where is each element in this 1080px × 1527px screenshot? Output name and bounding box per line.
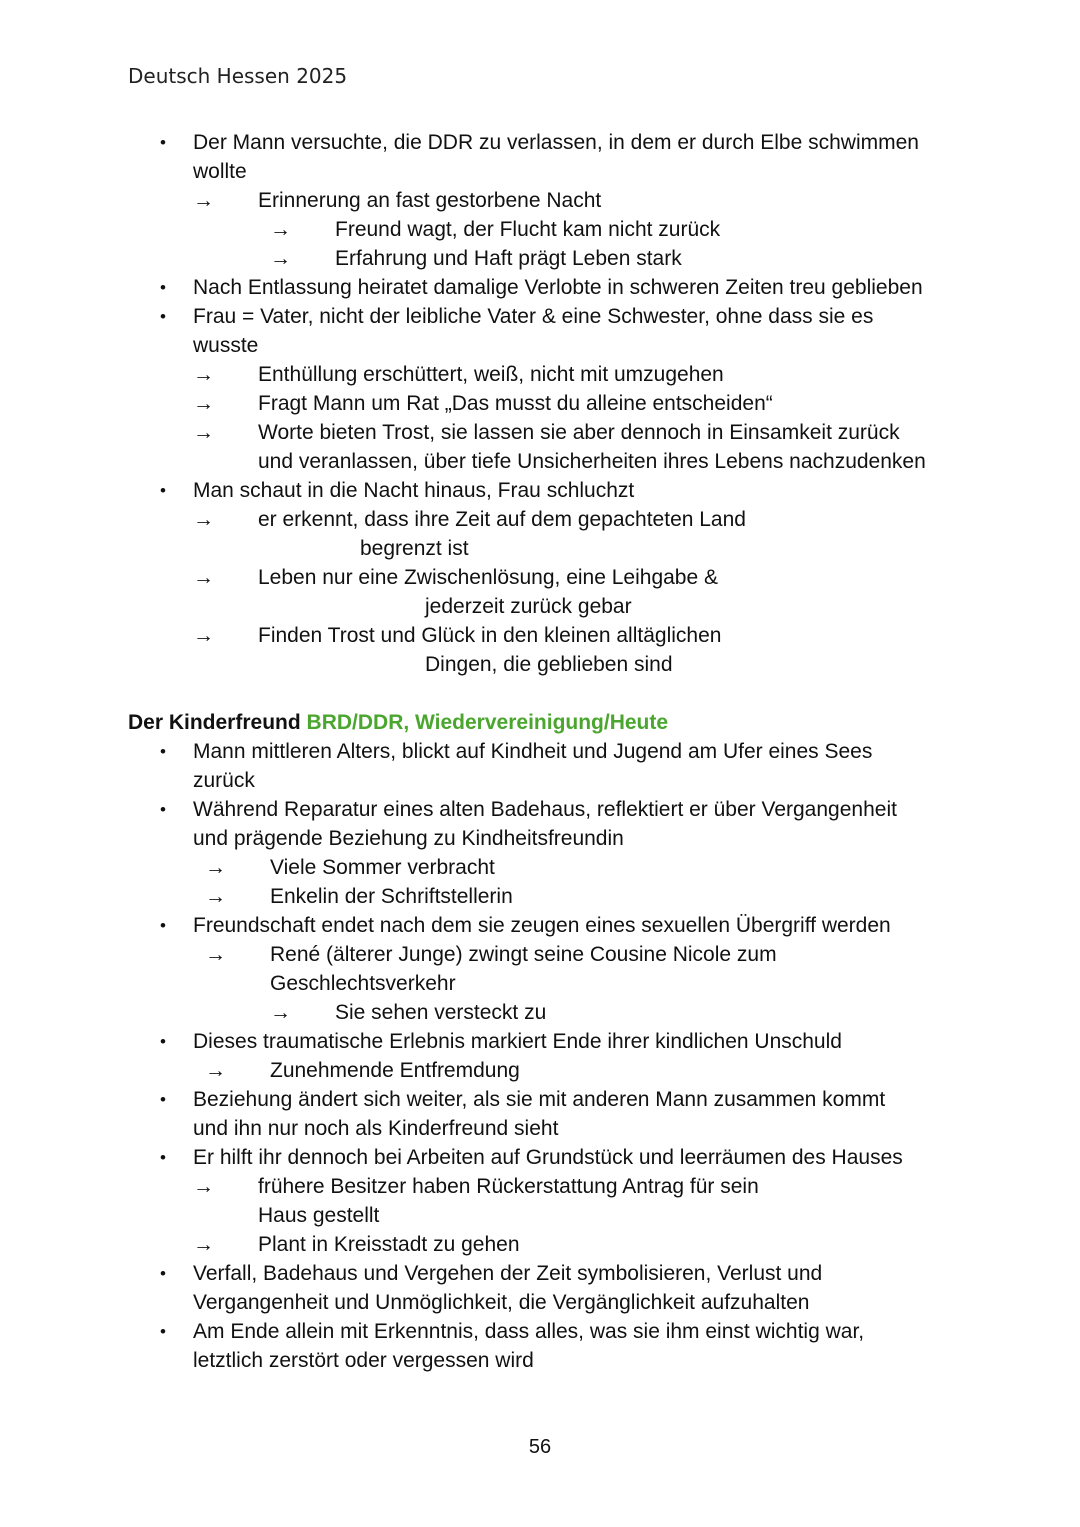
bullet: • [160,278,166,297]
arrow-item: → Fragt Mann um Rat „Das musst du alleine entscheiden“ [0,389,1080,418]
arrow-icon: → [205,885,226,908]
list-item: • Verfall, Badehaus und Vergehen der Zeit symbolisieren, Verlust und [0,1259,1080,1288]
page-number: 56 [528,1436,552,1458]
arrow-icon: → [193,189,214,212]
bullet: • [160,916,166,935]
bullet: • [160,1264,166,1283]
list-item: • Beziehung ändert sich weiter, als sie mit anderen Mann zusammen kommt [0,1085,1080,1114]
arrow-item: → Worte bieten Trost, sie lassen sie aber dennoch in Einsamkeit zurück [0,418,1080,447]
arrow-item: → Finden Trost und Glück in den kleinen alltäglichen [0,621,1080,650]
document-header: Deutsch Hessen 2025 [128,64,348,88]
arrow-item-continuation: Haus gestellt [258,1204,380,1227]
arrow-item: → Leben nur eine Zwischenlösung, eine Leihgabe & [0,563,1080,592]
arrow-icon: → [270,218,291,241]
list-item: • Frau = Vater, nicht der leibliche Vater & eine Schwester, ohne dass sie es [0,302,1080,331]
arrow-icon: → [193,363,214,386]
arrow-item-continuation: begrenzt ist [360,537,469,560]
list-item: • Dieses traumatische Erlebnis markiert Ende ihrer kindlichen Unschuld [0,1027,1080,1056]
arrow-icon: → [193,624,214,647]
arrow-item-continuation: Geschlechtsverkehr [270,972,456,995]
arrow-icon: → [193,392,214,415]
list-item: • Man schaut in die Nacht hinaus, Frau schluchzt [0,476,1080,505]
arrow-icon: → [205,856,226,879]
section-subtitle: BRD/DDR, Wiedervereinigung/Heute [306,711,669,734]
bullet: • [160,800,166,819]
arrow-icon: → [193,566,214,589]
spacer [0,679,1080,708]
list-item: • Am Ende allein mit Erkenntnis, dass alles, was sie ihm einst wichtig war, [0,1317,1080,1346]
list-item-continuation: wusste [193,334,259,357]
list-item-continuation: letztlich zerstört oder vergessen wird [193,1349,534,1372]
arrow-item-continuation: Dingen, die geblieben sind [425,653,673,676]
arrow-icon: → [205,943,226,966]
bullet: • [160,307,166,326]
arrow-item: → René (älterer Junge) zwingt seine Cousine Nicole zum [0,940,1080,969]
arrow-icon: → [193,421,214,444]
arrow-item: → Erfahrung und Haft prägt Leben stark [0,244,1080,273]
arrow-item-continuation: und veranlassen, über tiefe Unsicherheiten ihres Lebens nachzudenken [258,450,926,473]
arrow-icon: → [193,1175,214,1198]
section-heading [0,708,1080,737]
arrow-item: → Enkelin der Schriftstellerin [0,882,1080,911]
bullet: • [160,133,166,152]
arrow-item: → frühere Besitzer haben Rückerstattung Antrag für sein [0,1172,1080,1201]
list-item-continuation: wollte [193,160,247,183]
list-item-continuation: zurück [193,769,255,792]
list-item-continuation: und ihn nur noch als Kinderfreund sieht [193,1117,559,1140]
list-item-continuation: und prägende Beziehung zu Kindheitsfreundin [193,827,624,850]
bullet: • [160,1090,166,1109]
bullet: • [160,742,166,761]
arrow-item: → Enthüllung erschüttert, weiß, nicht mit umzugehen [0,360,1080,389]
arrow-item: → Freund wagt, der Flucht kam nicht zurück [0,215,1080,244]
arrow-item: → er erkennt, dass ihre Zeit auf dem gepachteten Land [0,505,1080,534]
arrow-item: → Viele Sommer verbracht [0,853,1080,882]
bullet: • [160,1032,166,1051]
arrow-icon: → [193,508,214,531]
bullet: • [160,481,166,500]
list-item: • Er hilft ihr dennoch bei Arbeiten auf Grundstück und leerräumen des Hauses [0,1143,1080,1172]
arrow-item: → Erinnerung an fast gestorbene Nacht [0,186,1080,215]
list-item: • Während Reparatur eines alten Badehaus, reflektiert er über Vergangenheit [0,795,1080,824]
arrow-item: → Plant in Kreisstadt zu gehen [0,1230,1080,1259]
bullet: • [160,1148,166,1167]
list-item: • Nach Entlassung heiratet damalige Verlobte in schweren Zeiten treu geblieben [0,273,1080,302]
arrow-item: → Sie sehen versteckt zu [0,998,1080,1027]
list-item: • Der Mann versuchte, die DDR zu verlassen, in dem er durch Elbe schwimmen [0,128,1080,157]
arrow-icon: → [270,247,291,270]
arrow-icon: → [205,1059,226,1082]
list-item-continuation: Vergangenheit und Unmöglichkeit, die Vergänglichkeit aufzuhalten [193,1291,810,1314]
section-title: Der Kinderfreund [128,711,301,734]
arrow-item: → Zunehmende Entfremdung [0,1056,1080,1085]
page-content [0,128,1080,1375]
list-item: • Mann mittleren Alters, blickt auf Kindheit und Jugend am Ufer eines Sees [0,737,1080,766]
arrow-icon: → [270,1001,291,1024]
list-item: • Freundschaft endet nach dem sie zeugen eines sexuellen Übergriff werden [0,911,1080,940]
arrow-item-continuation: jederzeit zurück gebar [425,595,632,618]
arrow-icon: → [193,1233,214,1256]
bullet: • [160,1322,166,1341]
